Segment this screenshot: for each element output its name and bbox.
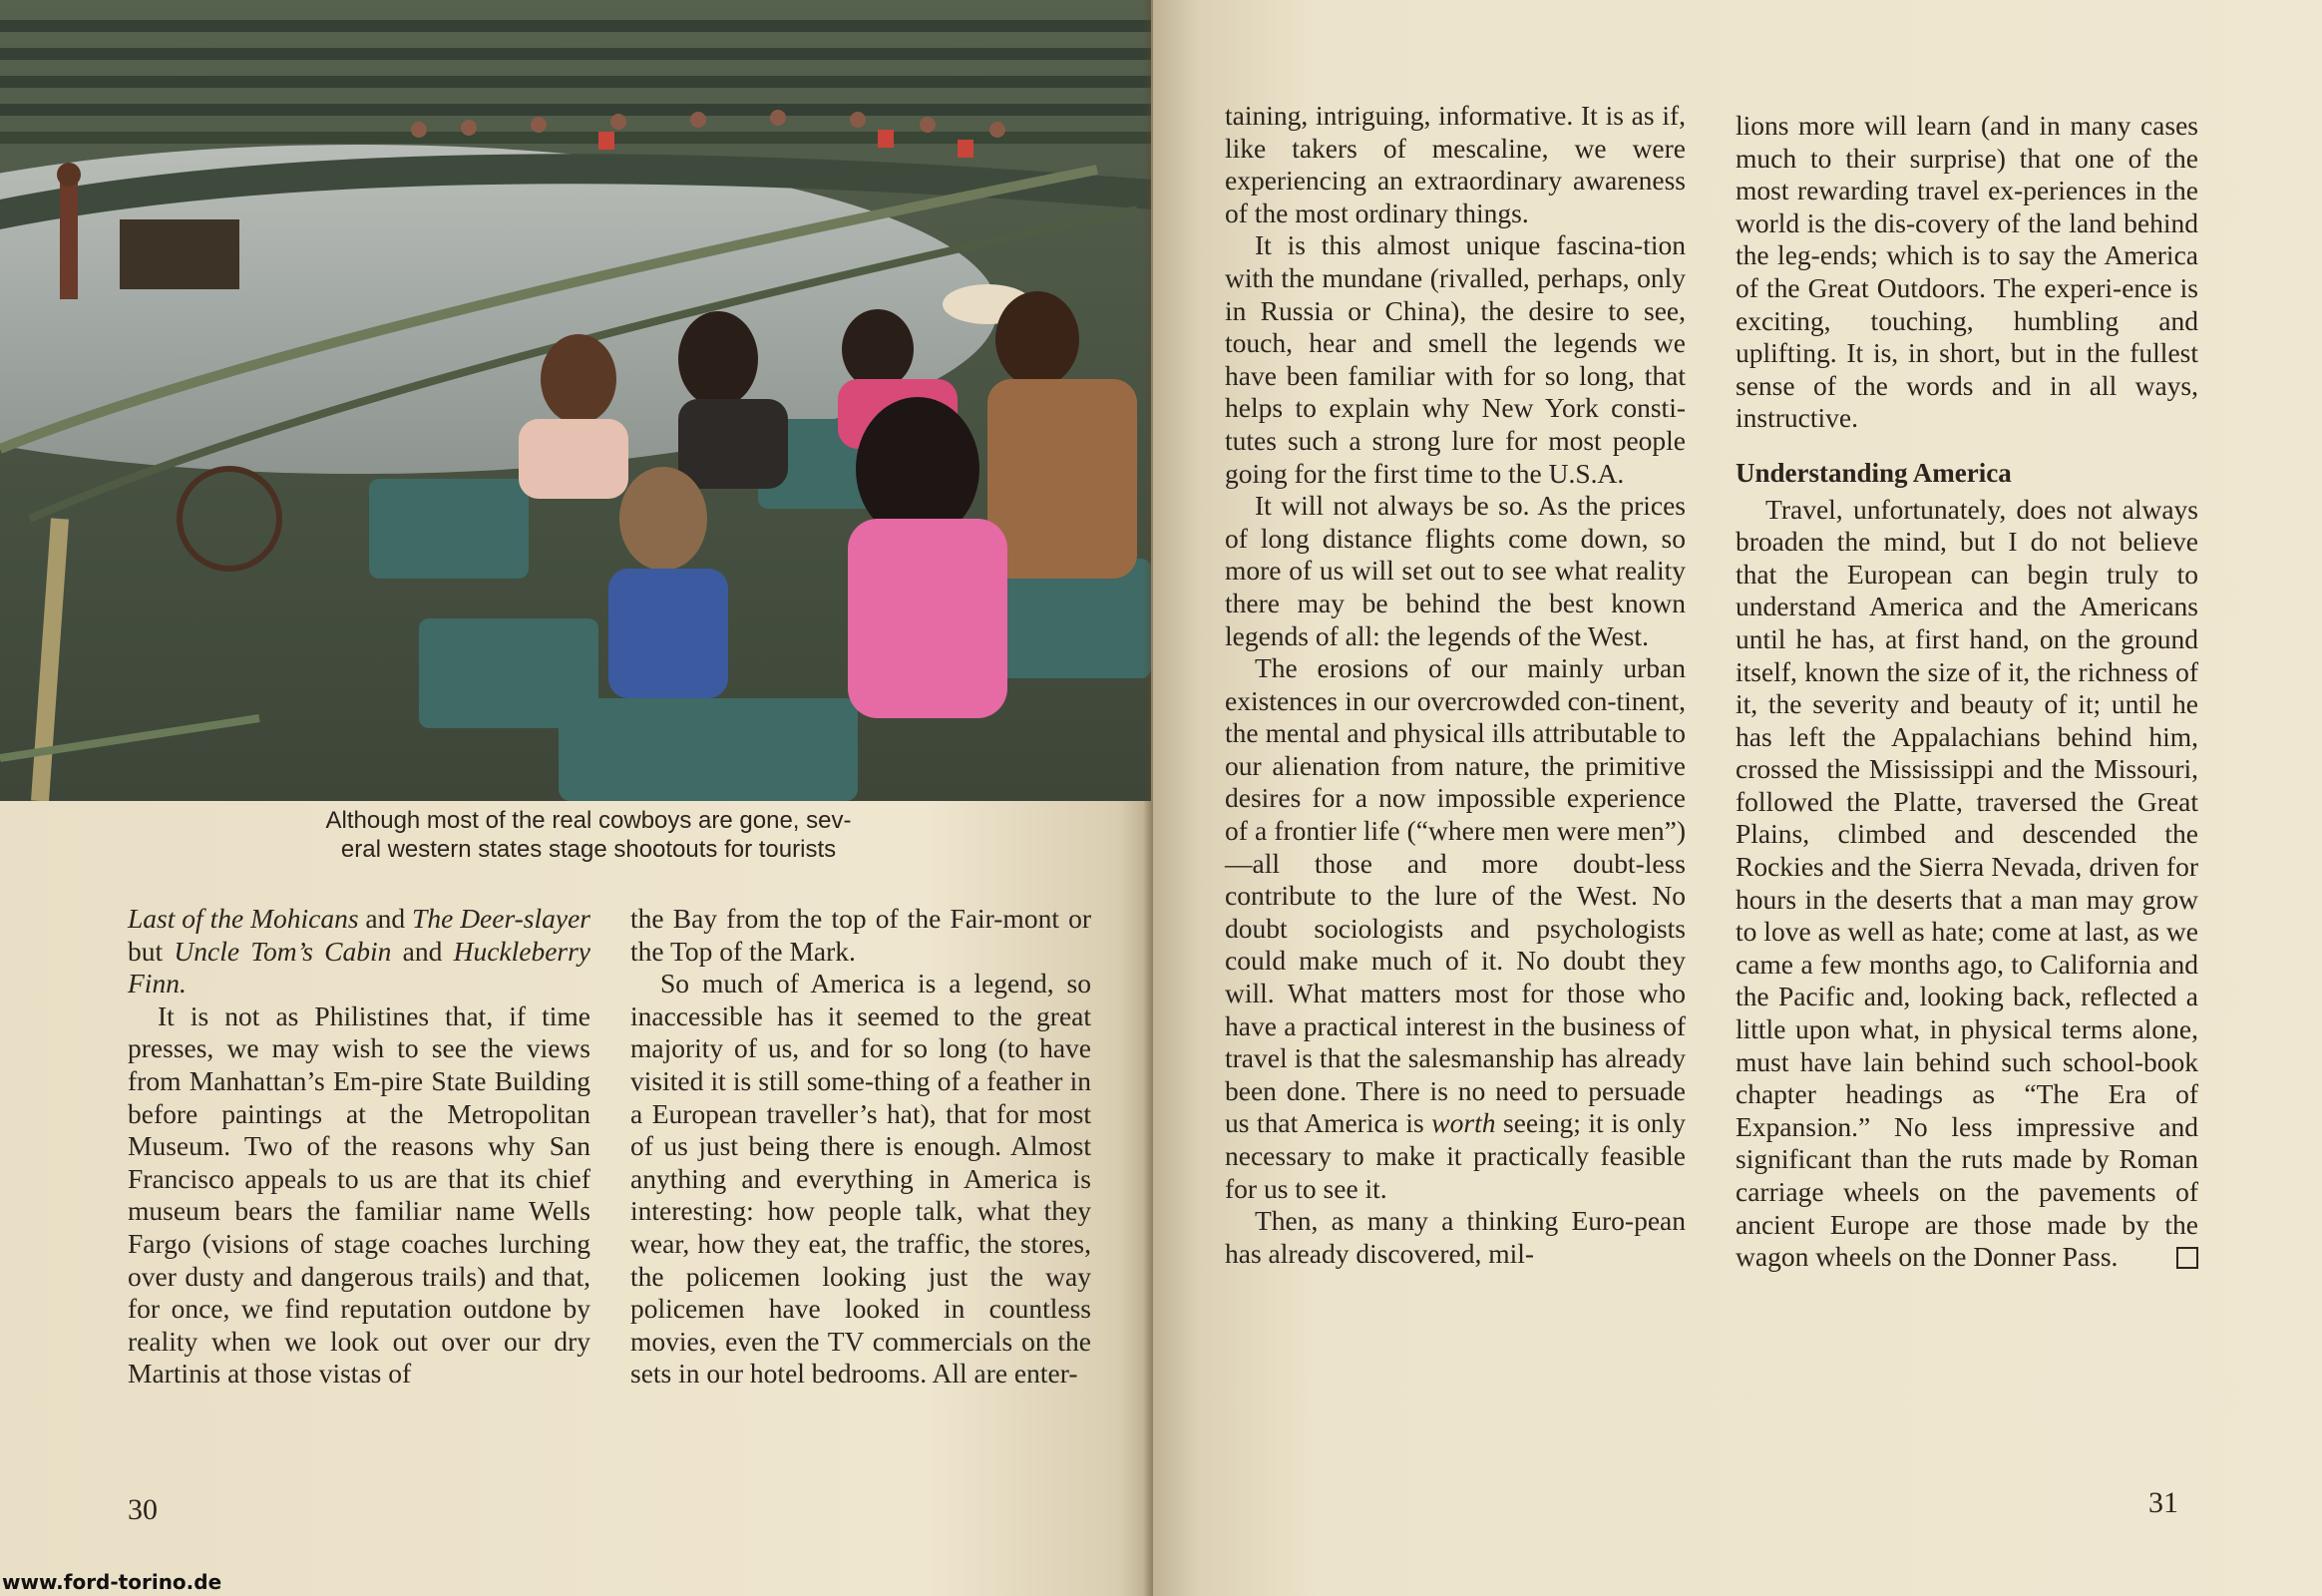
- right-column-1: [1225, 100, 1686, 1270]
- right-col2-paragraph-2: Travel, unfortunately, does not always broaden the mind, but I do not believe that the European can begin truly to understand America and the Americans until he has, at first hand, on the ground itself, known the size of it, the richness of it, the severity and beauty of it; until he has left the Appalachians behind him, crossed the Mississippi and the Missouri, followed the Platte, traversed the Great Plains, climbed and descended the Rockies and the Sierra Nevada, driven for hours in the deserts that a man may grow to love as well as hate; come at last, as we came a few months ago, to California and the Pacific and, looking back, reflected a little upon what, in physical terms alone, must have lain behind such school-book chapter headings as “The Era of Expansion.” No less impressive and significant than the ruts made by Roman carriage wheels on the pavements of ancient Europe are those made by the wagon wheels on the Donner Pass.: [1736, 493, 2198, 1273]
- left-column-1: [128, 903, 590, 1391]
- arena-photo: [0, 0, 1151, 801]
- left-page: [0, 0, 1153, 1596]
- page-number-right: 31: [2148, 1486, 2178, 1519]
- section-heading: Understanding America: [1736, 457, 2012, 488]
- caption-line-1: Although most of the real cowboys are gone, sev-: [325, 807, 852, 834]
- left-column-2: [630, 903, 1091, 1391]
- left-col2-paragraph-1: the Bay from the top of the Fair-mont or the Top of the Mark.: [630, 903, 1091, 967]
- right-col1-paragraph-2: It is this almost unique fascina-tion with the mundane (rivalled, perhaps, only in Russia or China), the desire to see, touch, hear and smell the legends we have been familiar with for so long, that helps to explain why New York consti-tutes such a strong lure for most people going for the first time to the U.S.A.: [1225, 229, 1686, 489]
- caption-line-2: eral western states stage shootouts for tourists: [340, 836, 837, 863]
- left-col1-paragraph-2: It is not as Philistines that, if time presses, we may wish to see the views from Manhattan’s Em-pire State Building before paintings at the Metropolitan Museum. Two of the reasons why San Francisco appeals to us are that its chief museum bears the familiar name Wells Fargo (visions of stage coaches lurching over dusty and dangerous trails) and that, for once, we find reputation outdone by reality when we look out over our dry Martinis at those vistas of: [128, 999, 590, 1390]
- site-watermark: www.ford-torino.de: [2, 1570, 222, 1594]
- left-col2-paragraph-2: So much of America is a legend, so inaccessible has it seemed to the great majority of us, and for so long (to have visited it is still some-thing of a feather in a European traveller’s hat), that for most of us just being there is enough. Almost anything and everything in America is interesting: how people talk, what they wear, how they eat, the traffic, the stores, the policemen looking just the way policemen have looked in countless movies, even the TV commercials on the sets in our hotel bedrooms. All are enter-: [630, 968, 1091, 1390]
- right-col1-paragraph-5: Then, as many a thinking Euro-pean has already discovered, mil-: [1225, 1205, 1686, 1269]
- photo-caption: [239, 806, 938, 864]
- right-col1-paragraph-1: taining, intriguing, informative. It is as if, like takers of mescaline, we were experiencing an extraordinary awareness of the most ordinary things.: [1225, 100, 1686, 228]
- right-col2-paragraph-1: lions more will learn (and in many cases much to their surprise) that one of the most rewarding travel ex-periences in the world is the dis-covery of the land behind the leg-ends; which is to say the America of the Great Outdoors. The experi-ence is exciting, touching, humbling and uplifting. It is, in short, but in the fullest sense of the words and in all ways, instructive.: [1736, 110, 2198, 434]
- right-page: [1153, 0, 2322, 1596]
- page-number-left: 30: [128, 1493, 158, 1526]
- left-col1-paragraph-1: Last of the Mohicans and The Deer-slayer but Uncle Tom’s Cabin and Huckleberry Finn.: [128, 903, 591, 999]
- end-of-article-mark-icon: [2176, 1247, 2198, 1269]
- right-col1-paragraph-4: The erosions of our mainly urban existences in our overcrowded con-tinent, the mental and physical ills attributable to our alienation from nature, the primitive desires for a now impossible experience of a frontier life (“where men were men”)—all those and more doubt-less contribute to the lure of the West. No doubt sociologists and psychologists could make much of it. No doubt they will. What matters most for those who have a practical interest in the business of travel is that the salesmanship has already been done. There is no need to persuade us that America is worth seeing; it is only necessary to make it practically feasible for us to see it.: [1225, 652, 1686, 1204]
- right-col1-paragraph-3: It will not always be so. As the prices of long distance flights come down, so more of us will set out to see what reality there may be behind the best known legends of all: the legends of the West.: [1225, 490, 1686, 651]
- arena-photo-illustration: [0, 0, 1151, 801]
- right-column-2: [1736, 110, 2198, 1274]
